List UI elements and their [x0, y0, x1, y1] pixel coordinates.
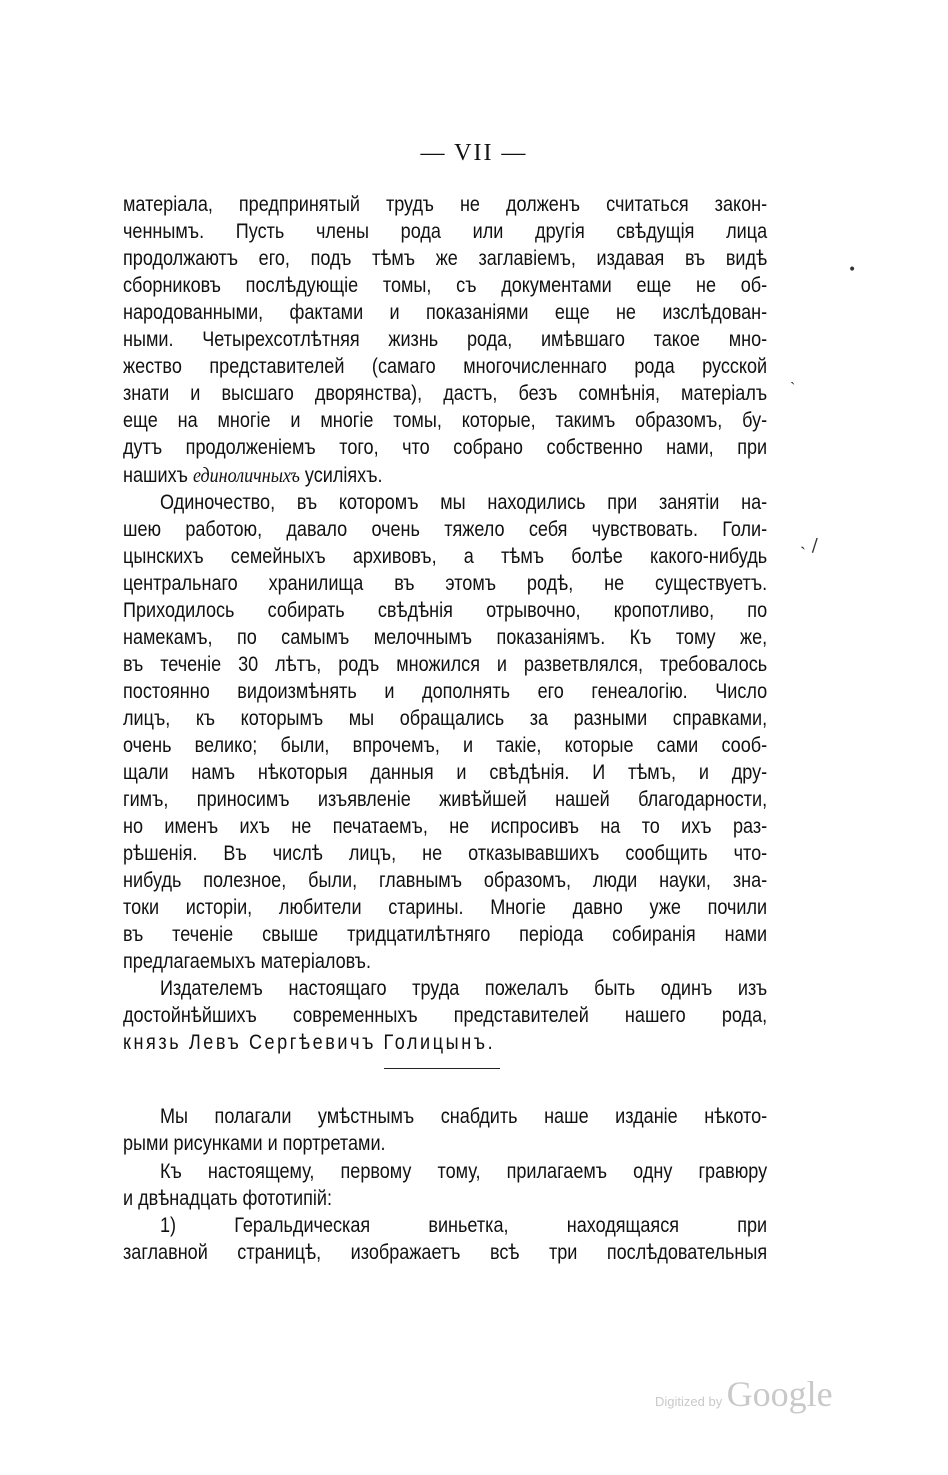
watermark-logo: Google — [726, 1374, 833, 1414]
text-line: сборниковъ послѣдующіе томы, съ документами еще не об- — [123, 274, 768, 297]
text-line: шею работою, давало очень тяжело себя чувствовать. Голи- — [123, 518, 768, 541]
text-line: лицъ, къ которымъ мы обращались за разными справками, — [123, 707, 768, 730]
text-line: очень велико; были, впрочемъ, и такіе, которые сами сооб- — [123, 734, 768, 757]
text-line: нибудь полезное, были, главнымъ образомъ, люди науки, зна- — [123, 869, 768, 892]
text-line: продолжаютъ его, подъ тѣмъ же заглавіемъ, издавая въ видѣ — [123, 247, 768, 270]
text-line: центральнаго хранилища въ этомъ родѣ, не существуетъ. — [123, 572, 768, 595]
text-line: 1) Геральдическая виньетка, находящаяся при — [160, 1214, 768, 1237]
text-line: въ теченіе 30 лѣтъ, родъ множился и разветвлялся, требовалось — [123, 653, 768, 676]
text-line: достойнѣйшихъ современныхъ представителей нашего рода, — [123, 1004, 768, 1027]
text-line: но именъ ихъ не печатаемъ, не испросивъ на то ихъ раз- — [123, 815, 768, 838]
italic-word: единоличныхъ — [192, 463, 300, 487]
text-line: постоянно видоизмѣнять и дополнять его генеалогію. Число — [123, 680, 768, 703]
text-line: гимъ, приносимъ изъявленіе живѣйшей нашей благодарности, — [123, 788, 768, 811]
text-line: рѣшенія. Въ числѣ лицъ, не отказывавшихъ сообщить что- — [123, 842, 768, 865]
margin-mark: • — [848, 262, 857, 278]
text-line: Издателемъ настоящаго труда пожелалъ быть одинъ изъ — [160, 977, 768, 1000]
text-line: дутъ продолженіемъ того, что собрано собственно нами, при — [123, 436, 768, 459]
text-line: еще на многіе и многіе томы, которые, такимъ образомъ, бу- — [123, 409, 768, 432]
text-line: намекамъ, по самымъ мелочнымъ показаніямъ. Къ тому же, — [123, 626, 768, 649]
text-line: жество представителей (самаго многочисленнаго рода русской — [123, 355, 768, 378]
text-line: Къ настоящему, первому тому, прилагаемъ одну гравюру — [160, 1160, 768, 1183]
publisher-name: князь Левъ Сергѣевичъ Голицынъ. — [123, 1031, 496, 1054]
text-line: Приходилось собирать свѣдѣнія отрывочно, кропотливо, по — [123, 599, 768, 622]
page-number: — VII — — [420, 140, 528, 166]
text-line: и двѣнадцать фототипій: — [123, 1187, 333, 1210]
text-line: ченнымъ. Пусть члены рода или другія свѣдущія лица — [123, 220, 768, 243]
text-span: усиліяхъ. — [299, 464, 383, 487]
margin-mark: ˎ — [790, 366, 796, 385]
text-line: рыми рисунками и портретами. — [123, 1132, 386, 1155]
text-line: цынскихъ семейныхъ архивовъ, а тѣмъ болѣе какого-нибудь — [123, 545, 768, 568]
google-watermark — [655, 1373, 833, 1415]
text-line — [123, 462, 767, 488]
text-line: щали намъ нѣкоторыя данныя и свѣдѣнія. И тѣмъ, и дру- — [123, 761, 768, 784]
text-line: заглавной страницѣ, изображаетъ всѣ три послѣдовательныя — [123, 1241, 768, 1264]
text-line: Одиночество, въ которомъ мы находились при занятіи на- — [160, 491, 768, 514]
text-line: токи исторіи, любители старины. Многіе давно уже почили — [123, 896, 768, 919]
text-line: знати и высшаго дворянства), дастъ, безъ сомнѣнія, матеріалъ — [123, 382, 768, 405]
text-line: народованными, фактами и показаніями еще не изслѣдован- — [123, 301, 768, 324]
text-line: предлагаемыхъ матеріаловъ. — [123, 950, 371, 973]
text-line: Мы полагали умѣстнымъ снабдить наше изданіе нѣкото- — [160, 1105, 768, 1128]
section-divider — [384, 1068, 500, 1069]
text-line: матеріала, предпринятый трудъ не долженъ считаться закон- — [123, 193, 768, 216]
text-span: нашихъ — [123, 464, 193, 487]
text-line: въ теченіе свыше тридцатилѣтняго періода собиранія нами — [123, 923, 768, 946]
watermark-small: Digitized by — [655, 1394, 723, 1409]
margin-mark: ˴ / — [800, 535, 818, 556]
text-line: ными. Четырехсотлѣтняя жизнь рода, имѣвшаго такое мно- — [123, 328, 768, 351]
